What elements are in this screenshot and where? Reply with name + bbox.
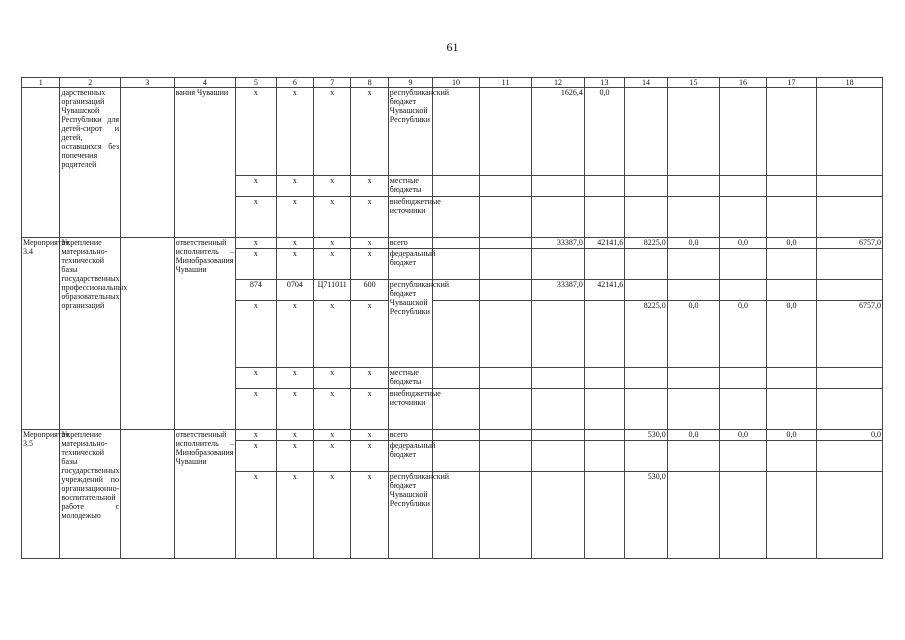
cell bbox=[766, 249, 817, 280]
cell bbox=[479, 472, 532, 559]
col-header: 15 bbox=[667, 78, 720, 88]
col-header: 8 bbox=[351, 78, 388, 88]
cell bbox=[766, 441, 817, 472]
cell bbox=[667, 197, 720, 238]
cell bbox=[433, 472, 479, 559]
col-header: 10 bbox=[433, 78, 479, 88]
cell bbox=[584, 301, 624, 368]
cell: x bbox=[276, 197, 313, 238]
cell: x bbox=[314, 441, 351, 472]
cell: 42141,6 bbox=[584, 280, 624, 301]
cell: 600 bbox=[351, 280, 388, 301]
cell bbox=[479, 368, 532, 389]
cell bbox=[817, 197, 883, 238]
measure-name: Укрепление материально-технической базы государственных профессиональных образовательных организаций bbox=[60, 238, 121, 430]
cell bbox=[720, 176, 766, 197]
cell bbox=[479, 441, 532, 472]
cell: 8225,0 bbox=[625, 238, 667, 249]
cell: x bbox=[314, 238, 351, 249]
cell: x bbox=[276, 238, 313, 249]
cell: 0,0 bbox=[766, 238, 817, 249]
cell bbox=[532, 197, 585, 238]
cell bbox=[766, 389, 817, 430]
cell bbox=[433, 430, 479, 441]
cell bbox=[433, 238, 479, 249]
cell bbox=[766, 472, 817, 559]
cell bbox=[720, 280, 766, 301]
cell: x bbox=[236, 249, 276, 280]
cell: 42141,6 bbox=[584, 238, 624, 249]
cell: x bbox=[236, 176, 276, 197]
cell bbox=[625, 368, 667, 389]
cell: x bbox=[351, 238, 388, 249]
cell bbox=[667, 389, 720, 430]
table-row bbox=[22, 238, 883, 249]
cell: x bbox=[351, 176, 388, 197]
col-header: 4 bbox=[174, 78, 236, 88]
cell bbox=[625, 280, 667, 301]
col-header: 5 bbox=[236, 78, 276, 88]
measure-name: дарственных организаций Чувашской Республики для детей-сирот и детей, оставшихся без попечения родителей bbox=[60, 88, 121, 238]
empty-cell bbox=[121, 88, 175, 238]
col-header: 9 bbox=[388, 78, 432, 88]
cell bbox=[532, 441, 585, 472]
cell: 0704 bbox=[276, 280, 313, 301]
cell: x bbox=[276, 472, 313, 559]
cell: 0,0 bbox=[817, 430, 883, 441]
cell: 530,0 bbox=[625, 430, 667, 441]
cell: x bbox=[276, 389, 313, 430]
source-cell: всего bbox=[388, 430, 432, 441]
cell: x bbox=[236, 389, 276, 430]
cell: 0,0 bbox=[667, 238, 720, 249]
cell bbox=[720, 249, 766, 280]
cell bbox=[532, 472, 585, 559]
source-cell: федеральный бюджет bbox=[388, 441, 432, 472]
cell bbox=[433, 441, 479, 472]
cell bbox=[479, 238, 532, 249]
source-cell: федеральный бюджет bbox=[388, 249, 432, 280]
measure-name: Укрепление материально-технической базы государственных учреждений по организационно-воспитательной работе с молодежью bbox=[60, 430, 121, 559]
cell bbox=[667, 88, 720, 176]
cell: x bbox=[276, 301, 313, 368]
table-row bbox=[22, 430, 883, 441]
cell: x bbox=[276, 88, 313, 176]
cell: x bbox=[236, 368, 276, 389]
cell bbox=[584, 249, 624, 280]
cell: x bbox=[351, 197, 388, 238]
measure-label: Мероприятие 3.5 bbox=[22, 430, 60, 559]
budget-table bbox=[21, 77, 883, 559]
cell: Ц711011 bbox=[314, 280, 351, 301]
cell: x bbox=[351, 430, 388, 441]
col-header: 16 bbox=[720, 78, 766, 88]
cell: x bbox=[351, 249, 388, 280]
cell: x bbox=[351, 389, 388, 430]
cell: x bbox=[351, 88, 388, 176]
cell bbox=[817, 280, 883, 301]
source-cell: внебюджетные источники bbox=[388, 197, 432, 238]
col-header: 2 bbox=[60, 78, 121, 88]
cell: x bbox=[236, 197, 276, 238]
measure-label: Мероприятие 3.4 bbox=[22, 238, 60, 430]
cell bbox=[817, 472, 883, 559]
cell bbox=[479, 280, 532, 301]
cell bbox=[817, 389, 883, 430]
cell: x bbox=[314, 88, 351, 176]
label-cell bbox=[22, 88, 60, 238]
cell: x bbox=[314, 430, 351, 441]
cell bbox=[433, 88, 479, 176]
responsible-cell: вания Чувашии bbox=[174, 88, 236, 238]
cell: x bbox=[236, 430, 276, 441]
responsible-cell: ответственный исполнитель – Минобразования Чувашии bbox=[174, 430, 236, 559]
cell: x bbox=[276, 249, 313, 280]
cell bbox=[479, 430, 532, 441]
cell bbox=[720, 197, 766, 238]
cell: x bbox=[276, 430, 313, 441]
cell bbox=[584, 197, 624, 238]
source-cell: местные бюджеты bbox=[388, 176, 432, 197]
cell bbox=[625, 176, 667, 197]
cell bbox=[720, 441, 766, 472]
cell bbox=[720, 368, 766, 389]
cell bbox=[667, 368, 720, 389]
empty-cell bbox=[121, 430, 175, 559]
cell bbox=[479, 301, 532, 368]
source-cell: республиканский бюджет Чувашской Республики bbox=[388, 280, 432, 368]
cell: x bbox=[276, 441, 313, 472]
cell bbox=[584, 176, 624, 197]
cell: x bbox=[236, 238, 276, 249]
cell: x bbox=[314, 249, 351, 280]
cell: x bbox=[236, 441, 276, 472]
col-header: 18 bbox=[817, 78, 883, 88]
col-header: 3 bbox=[121, 78, 175, 88]
cell: 8225,0 bbox=[625, 301, 667, 368]
source-cell: всего bbox=[388, 238, 432, 249]
cell: 0,0 bbox=[720, 430, 766, 441]
page-number: 61 bbox=[446, 40, 459, 54]
cell bbox=[720, 88, 766, 176]
cell bbox=[667, 441, 720, 472]
cell: 33387,0 bbox=[532, 280, 585, 301]
cell bbox=[817, 249, 883, 280]
cell bbox=[532, 430, 585, 441]
cell: 0,0 bbox=[667, 430, 720, 441]
cell bbox=[532, 301, 585, 368]
cell bbox=[625, 88, 667, 176]
cell: x bbox=[314, 472, 351, 559]
empty-cell bbox=[121, 238, 175, 430]
cell: 0,0 bbox=[766, 301, 817, 368]
responsible-cell: ответственный исполнитель – Минобразования Чувашии bbox=[174, 238, 236, 430]
cell bbox=[766, 88, 817, 176]
col-header: 17 bbox=[766, 78, 817, 88]
cell bbox=[667, 472, 720, 559]
cell: x bbox=[276, 176, 313, 197]
cell bbox=[667, 249, 720, 280]
col-header: 13 bbox=[584, 78, 624, 88]
cell bbox=[433, 301, 479, 368]
cell: 6757,0 bbox=[817, 301, 883, 368]
cell bbox=[766, 280, 817, 301]
cell: x bbox=[314, 197, 351, 238]
cell bbox=[479, 176, 532, 197]
cell bbox=[766, 197, 817, 238]
col-header: 14 bbox=[625, 78, 667, 88]
cell: 33387,0 bbox=[532, 238, 585, 249]
source-cell: местные бюджеты bbox=[388, 368, 432, 389]
cell bbox=[532, 368, 585, 389]
cell: x bbox=[314, 389, 351, 430]
cell: 0,0 bbox=[720, 301, 766, 368]
cell bbox=[433, 176, 479, 197]
col-header: 6 bbox=[276, 78, 313, 88]
cell bbox=[479, 389, 532, 430]
cell: 0,0 bbox=[584, 88, 624, 176]
cell bbox=[817, 88, 883, 176]
cell bbox=[817, 368, 883, 389]
cell bbox=[625, 249, 667, 280]
cell bbox=[584, 472, 624, 559]
source-cell: республиканский бюджет Чувашской Республики bbox=[388, 472, 432, 559]
cell: x bbox=[236, 472, 276, 559]
cell bbox=[532, 176, 585, 197]
cell: 874 bbox=[236, 280, 276, 301]
cell bbox=[479, 197, 532, 238]
cell: x bbox=[314, 368, 351, 389]
source-cell: внебюджетные источники bbox=[388, 389, 432, 430]
table-row bbox=[22, 88, 883, 176]
cell bbox=[667, 176, 720, 197]
col-header: 1 bbox=[22, 78, 60, 88]
cell bbox=[766, 176, 817, 197]
cell: x bbox=[314, 176, 351, 197]
cell: 1626,4 bbox=[532, 88, 585, 176]
cell: x bbox=[236, 88, 276, 176]
cell: 530,0 bbox=[625, 472, 667, 559]
cell bbox=[817, 441, 883, 472]
source-cell: республиканский бюджет Чувашской Республики bbox=[388, 88, 432, 176]
cell bbox=[720, 472, 766, 559]
cell bbox=[667, 280, 720, 301]
cell bbox=[479, 249, 532, 280]
cell bbox=[625, 389, 667, 430]
cell bbox=[433, 368, 479, 389]
cell: x bbox=[351, 301, 388, 368]
cell bbox=[584, 368, 624, 389]
cell: x bbox=[351, 472, 388, 559]
cell: 6757,0 bbox=[817, 238, 883, 249]
cell bbox=[532, 249, 585, 280]
cell: x bbox=[236, 301, 276, 368]
cell bbox=[433, 249, 479, 280]
cell bbox=[532, 389, 585, 430]
cell bbox=[584, 430, 624, 441]
cell bbox=[766, 368, 817, 389]
col-header: 11 bbox=[479, 78, 532, 88]
cell: 0,0 bbox=[667, 301, 720, 368]
col-header: 7 bbox=[314, 78, 351, 88]
cell bbox=[584, 441, 624, 472]
cell: x bbox=[351, 441, 388, 472]
cell bbox=[720, 389, 766, 430]
header-row bbox=[22, 78, 883, 88]
col-header: 12 bbox=[532, 78, 585, 88]
cell bbox=[625, 197, 667, 238]
cell bbox=[479, 88, 532, 176]
cell: x bbox=[314, 301, 351, 368]
cell: 0,0 bbox=[766, 430, 817, 441]
cell bbox=[584, 389, 624, 430]
cell: 0,0 bbox=[720, 238, 766, 249]
cell bbox=[625, 441, 667, 472]
cell: x bbox=[276, 368, 313, 389]
cell: x bbox=[351, 368, 388, 389]
cell bbox=[817, 176, 883, 197]
